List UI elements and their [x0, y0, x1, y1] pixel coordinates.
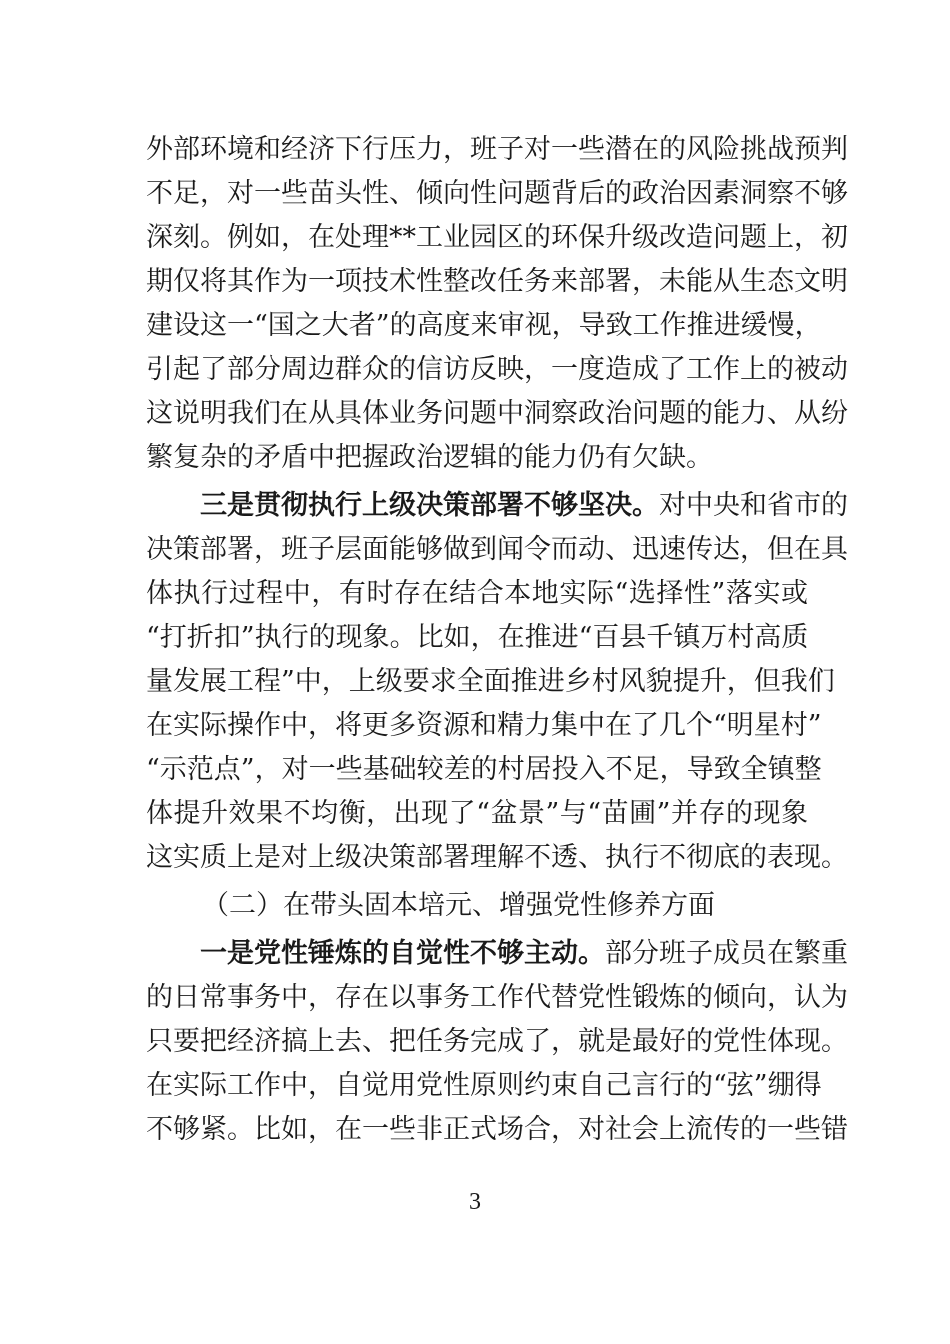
- paragraph-first-line: [200, 932, 848, 976]
- paragraph-line: “打折扣”执行的现象。比如，在推进“百县千镇万村高质: [146, 622, 809, 653]
- paragraph-line: 不够紧。比如，在一些非正式场合，对社会上流传的一些错: [146, 1114, 848, 1145]
- page-number: 3: [469, 1189, 481, 1215]
- paragraph-text: 部分班子成员在繁重: [605, 938, 848, 969]
- paragraph-line: 量发展工程”中，上级要求全面推进乡村风貌提升，但我们: [146, 666, 835, 697]
- paragraph-line: 期仅将其作为一项技术性整改任务来部署，未能从生态文明: [146, 266, 848, 297]
- paragraph-line: 繁复杂的矛盾中把握政治逻辑的能力仍有欠缺。: [146, 442, 713, 473]
- paragraph-line: 在实际工作中，自觉用党性原则约束自己言行的“弦”绷得: [146, 1070, 822, 1101]
- paragraph-line: 体执行过程中，有时存在结合本地实际“选择性”落实或: [146, 578, 808, 609]
- paragraph-line: 不足，对一些苗头性、倾向性问题背后的政治因素洞察不够: [146, 178, 848, 209]
- paragraph-text: 对中央和省市的: [659, 490, 848, 521]
- paragraph-first-line: [200, 484, 848, 528]
- paragraph-line: 的日常事务中，存在以事务工作代替党性锻炼的倾向，认为: [146, 982, 848, 1013]
- paragraph-line: “示范点”，对一些基础较差的村居投入不足，导致全镇整: [146, 754, 822, 785]
- paragraph-line: 深刻。例如，在处理**工业园区的环保升级改造问题上，初: [146, 222, 848, 253]
- paragraph-line: 在实际操作中，将更多资源和精力集中在了几个“明星村”: [146, 710, 822, 741]
- paragraph-line: 这说明我们在从具体业务问题中洞察政治问题的能力、从纷: [146, 398, 848, 429]
- paragraph-heading: 三是贯彻执行上级决策部署不够坚决。: [200, 490, 659, 521]
- paragraph-line: 体提升效果不均衡，出现了“盆景”与“苗圃”并存的现象: [146, 798, 808, 829]
- paragraph-line: 只要把经济搞上去、把任务完成了，就是最好的党性体现。: [146, 1026, 848, 1057]
- section-heading: （二）在带头固本培元、增强党性修养方面: [202, 890, 715, 921]
- paragraph-line: 建设这一“国之大者”的高度来审视，导致工作推进缓慢，: [146, 310, 822, 341]
- paragraph-heading: 一是党性锤炼的自觉性不够主动。: [200, 938, 605, 969]
- paragraph-line: 这实质上是对上级决策部署理解不透、执行不彻底的表现。: [146, 842, 848, 873]
- paragraph-line: 外部环境和经济下行压力，班子对一些潜在的风险挑战预判: [146, 134, 848, 165]
- paragraph-line: 决策部署，班子层面能够做到闻令而动、迅速传达，但在具: [146, 534, 848, 565]
- paragraph-line: 引起了部分周边群众的信访反映，一度造成了工作上的被动: [146, 354, 848, 385]
